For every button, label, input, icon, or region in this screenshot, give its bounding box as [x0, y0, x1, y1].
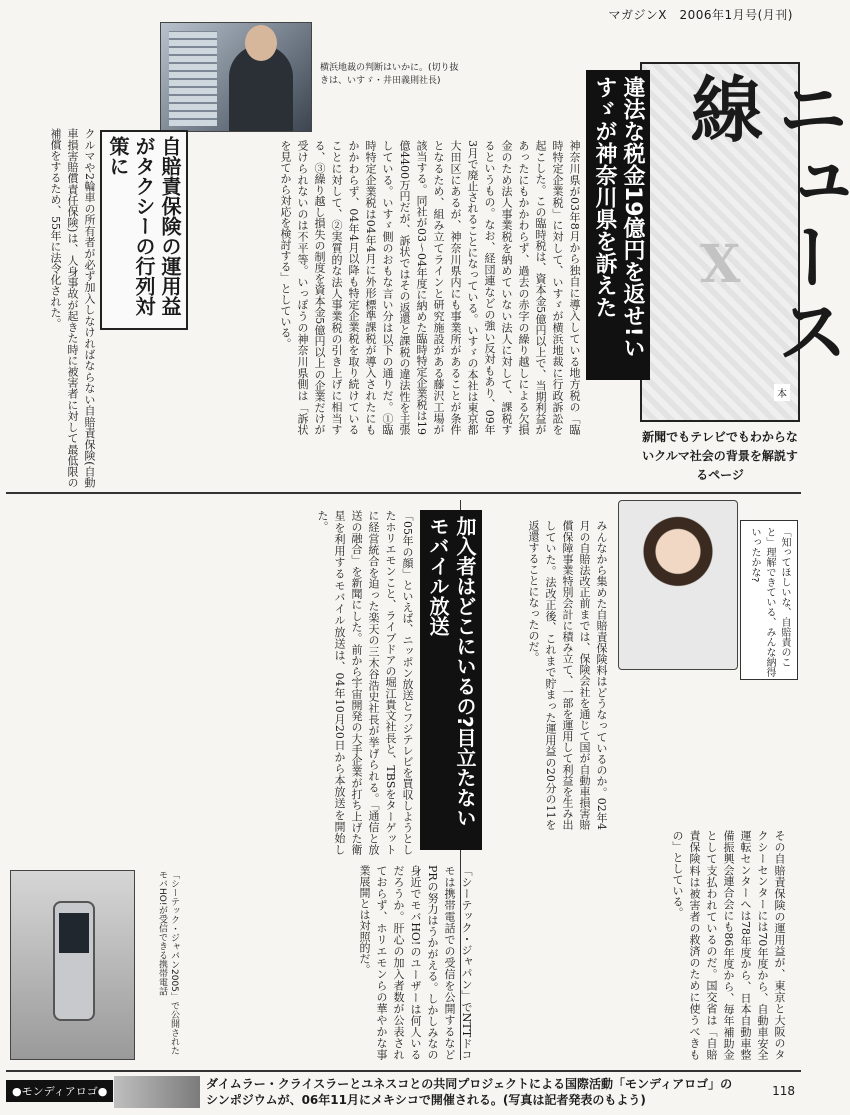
footer-photo	[114, 1076, 200, 1108]
photo-phone	[10, 870, 135, 1060]
section-subtitle: 新聞でもテレビでもわからないクルマ社会の背景を解説するページ	[642, 430, 798, 482]
person-head	[245, 25, 277, 61]
footer-text: ダイムラー・クライスラーとユネスコとの共同プロジェクトによる国際活動「モンディアロゴ」のシンポジウムが、06年11月にメキシコで開催される。(写真は記者発表のもよう)	[206, 1077, 733, 1107]
footer	[6, 1076, 801, 1110]
mini-label: 本	[774, 384, 790, 401]
article5-body: その自賠責保険の運用益が、東京と大阪のタクシーセンターには70年度から、自動車安全運転センターへは78年度から、日本自動車整備振興会連合会にも86年度から、毎年補助金として支払われているのだ。国交省は「自賠責保険料は被害者の救済のために使うべきもの」としている。	[671, 830, 786, 1060]
building-image	[169, 31, 217, 126]
photo-caption: 横浜地裁の判断はいかに。(切り抜きは、いすゞ・井田義則社長)	[320, 63, 459, 86]
side-quote: 「知ってほしいな、自賠責のこと」理解できている、みんな納得いったかな?	[749, 527, 790, 677]
photo-woman	[618, 500, 738, 670]
page-number: 118	[772, 1084, 795, 1098]
article3-body: 「05年の顔」といえば、ニッポン放送とフジテレビを買収しようとしたホリエモンこと、ライブドアの堀江貴文社長と、TBSをターゲットに経営統合を迫った楽天の三木谷浩史社長が挙げられる。「通信と放送の融合」を新聞にした。前から宇宙開発の大手企業が打ち上げた衛星を利用するモバイル放送は、04年10月20日から本放送を開始した。	[316, 510, 414, 855]
footer-tag: ●モンディアロゴ●	[6, 1080, 113, 1102]
divider-horizontal	[6, 492, 801, 494]
article1-body: 神奈川県が03年8月から独自に導入している地方税の「臨時特定企業税」に対して、いすゞが横浜地裁に行政訴訟を起こした。この臨時税は、資本金5億円以上で、当期利益があったにもかかわらず、過去の赤字の繰り越しによる欠損金のため法人事業税を納めていない法人に対して、課税するというもの。なお、経団連などの強い反対もあり、09年3月で廃止されることになっている。いすゞの本社は東京都大田区にあるが、神奈川県内にも事業所があることが条件となるため、組み立てラインと研究施設がある藤沢工場が該当する。同社が03〜04年度に納めた臨時特定企業税は19億4400万円だが、訴状ではその返還と課税の違法性を主張している。いすゞ側のおもな言い分は以下の通りだ。①臨時特定企業税は04年4月に外形標準課税が導入されたにもかかわらず、04年4月以降も特定企業税を取り続けていることに対して、②実質的な法人事業税の引き上げに相当する、③繰り越し損失の制度を資本金5億円以上の企業だけが受けられないのは不平等。いっぽうの神奈川県側は「訴状を見てから対応を検討する」としている。	[279, 140, 581, 435]
phone-screen	[59, 913, 89, 953]
divider-footer	[6, 1070, 801, 1072]
phone-caption: 「シーテック・ジャパン2005」で公開されたモバHO!が受信できる携帯電話	[157, 870, 179, 1055]
article4-body: みんなから集めた自賠責保険料はどうなっているのか。02年4月の自賠法改正前までは、保険会社を通じて国が自動車損害賠償保障事業特別会計に積み立て、一部を運用して利益を生み出していた。法改正後、これまで貯まった運用益の20分の11を返還することになったのだ。	[527, 520, 608, 830]
side-quote-box	[740, 520, 798, 680]
article6-body: 「シーテック・ジャパン」でNTTドコモは携帯電話での受信を公開するなどPRの努力はうかがえる。しかしみなの身近でモバHO!のユーザーは何人いるだろうか。肝心の加入者数が公表されておらず、ホリエモンらの華やかな事業展開とは対照的だ。	[358, 865, 473, 1060]
article3-headline: 加入者はどこにいるの?目立たないモバイル放送	[420, 510, 482, 850]
x-mark-icon: X	[700, 234, 741, 295]
article2-headline: 自賠責保険の運用益がタクシーの行列対策に	[100, 130, 188, 330]
section-title-box	[640, 62, 850, 422]
magazine-header: マガジンX 2006年1月号(月刊)	[608, 8, 793, 22]
photo-isuzu-president	[160, 22, 312, 132]
article2-body: クルマや2輪車の所有者が必ず加入しなければならない自賠責保険(自動車損害賠償責任保険)は、人身事故が起きた時に被害者に対して最低限の補償をするため、55年に法令化された。	[49, 128, 96, 488]
article1-headline: 違法な税金19億円を返せ!いすゞが神奈川県を訴えた	[586, 70, 650, 380]
section-title: ニュース線	[679, 72, 850, 368]
